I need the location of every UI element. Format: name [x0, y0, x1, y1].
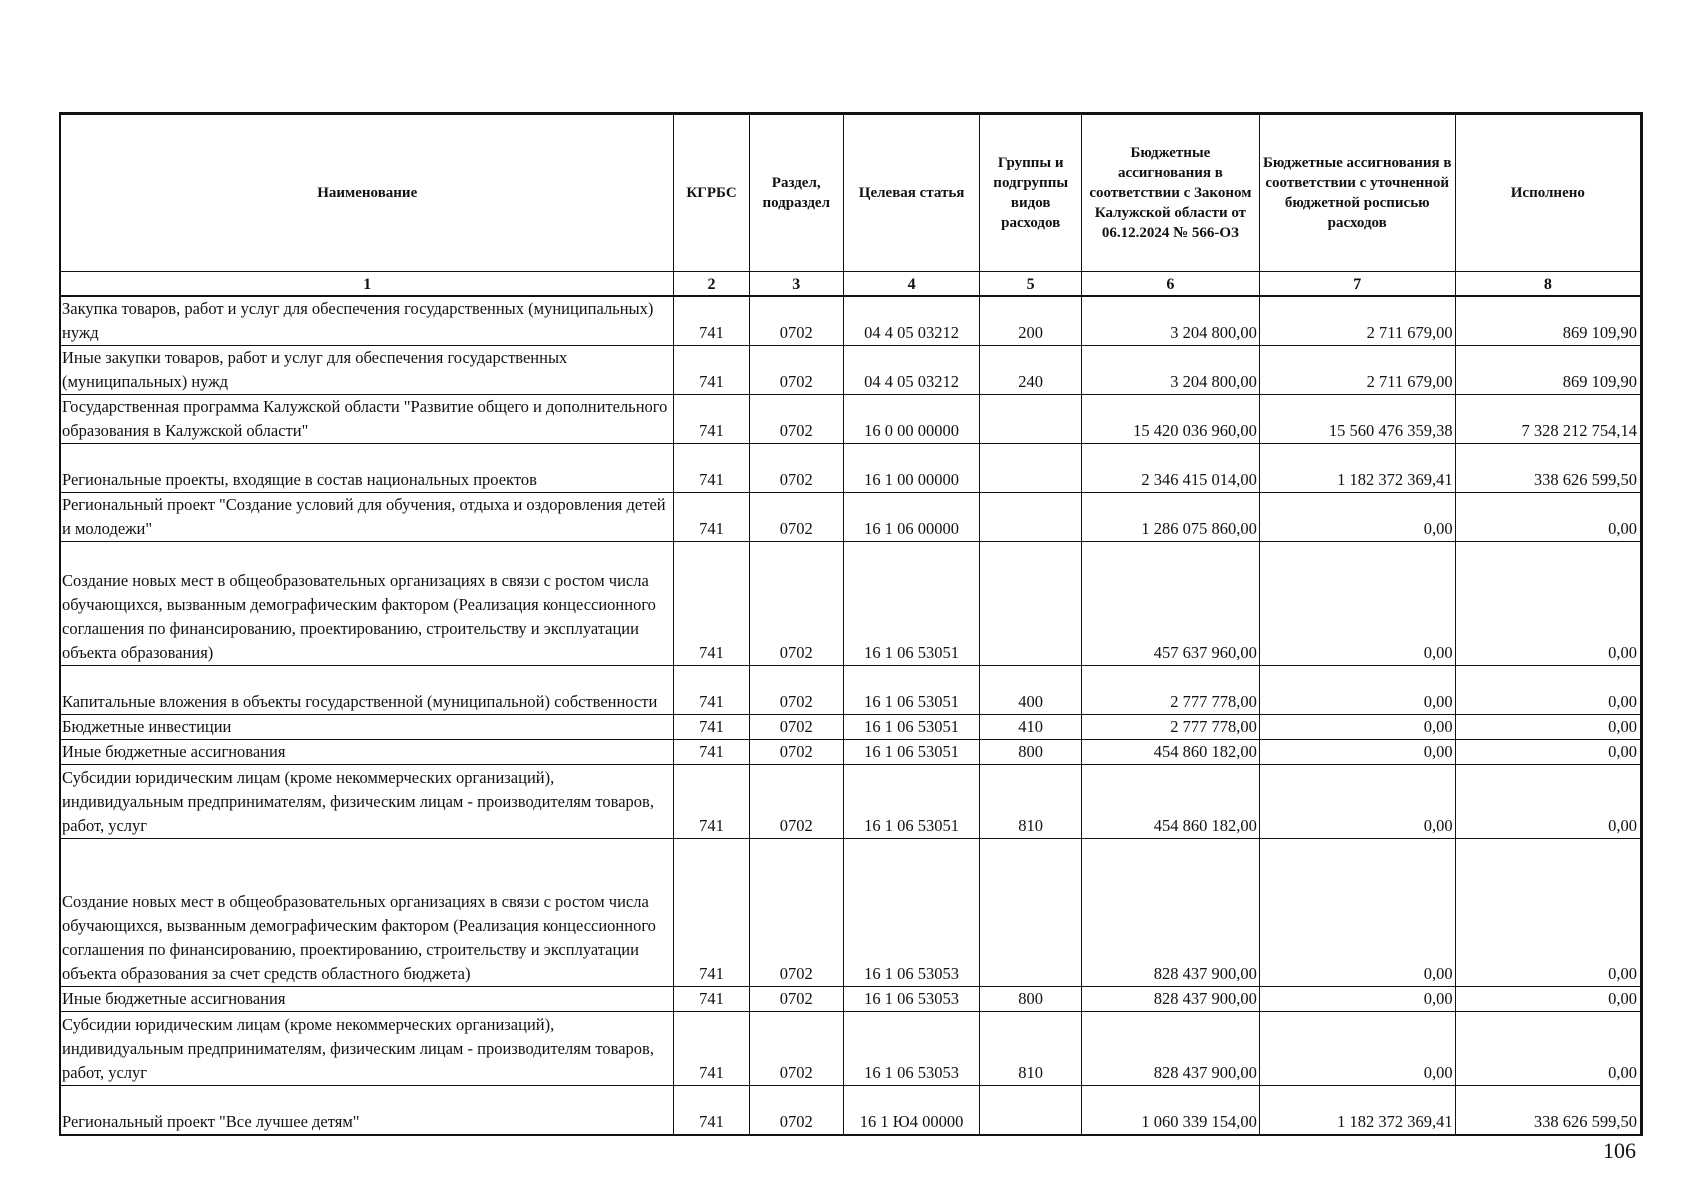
row-section: 0702 — [749, 764, 843, 838]
row-name: Бюджетные инвестиции — [60, 714, 674, 739]
budget-table — [59, 112, 1643, 1136]
row-group — [980, 492, 1082, 541]
row-target: 16 1 06 00000 — [843, 492, 980, 541]
row-refined-amount: 1 182 372 369,41 — [1259, 443, 1455, 492]
row-name: Субсидии юридическим лицам (кроме некоммерческих организаций), индивидуальным предпринимателям, физическим лицам - производителям товаров, работ, услуг — [60, 764, 674, 838]
row-law-amount: 1 286 075 860,00 — [1081, 492, 1259, 541]
row-refined-amount: 2 711 679,00 — [1259, 345, 1455, 394]
row-group — [980, 394, 1082, 443]
row-section: 0702 — [749, 394, 843, 443]
row-target: 16 1 00 00000 — [843, 443, 980, 492]
table-row — [60, 838, 1642, 986]
row-kgrbs: 741 — [674, 1011, 749, 1085]
row-refined-amount: 0,00 — [1259, 714, 1455, 739]
header-groups: Группы и подгруппы видов расходов — [980, 114, 1082, 272]
row-executed-amount: 0,00 — [1455, 1011, 1641, 1085]
row-kgrbs: 741 — [674, 665, 749, 714]
row-executed-amount: 0,00 — [1455, 492, 1641, 541]
row-target: 16 1 06 53053 — [843, 1011, 980, 1085]
row-section: 0702 — [749, 296, 843, 346]
row-name: Иные бюджетные ассигнования — [60, 739, 674, 764]
row-law-amount: 828 437 900,00 — [1081, 1011, 1259, 1085]
table-row — [60, 541, 1642, 665]
header-law: Бюджетные ассигнования в соответствии с Законом Калужской области от 06.12.2024 № 566-ОЗ — [1081, 114, 1259, 272]
row-group: 240 — [980, 345, 1082, 394]
row-section: 0702 — [749, 665, 843, 714]
row-law-amount: 15 420 036 960,00 — [1081, 394, 1259, 443]
table-row — [60, 764, 1642, 838]
table-row — [60, 296, 1642, 346]
row-name: Государственная программа Калужской области "Развитие общего и дополнительного образования в Калужской области" — [60, 394, 674, 443]
page-number: 106 — [1603, 1138, 1636, 1163]
row-section: 0702 — [749, 739, 843, 764]
row-executed-amount: 0,00 — [1455, 714, 1641, 739]
row-section: 0702 — [749, 443, 843, 492]
row-kgrbs: 741 — [674, 345, 749, 394]
row-section: 0702 — [749, 492, 843, 541]
table-row — [60, 1011, 1642, 1085]
header-refined: Бюджетные ассигнования в соответствии с уточненной бюджетной росписью расходов — [1259, 114, 1455, 272]
row-name: Создание новых мест в общеобразовательных организациях в связи с ростом числа обучающихся, вызванным демографическим фактором (Реализация концессионного соглашения по финансированию, проектированию, строительству и эксплуатации объекта образования) — [60, 541, 674, 665]
row-section: 0702 — [749, 1011, 843, 1085]
table-row — [60, 665, 1642, 714]
row-executed-amount: 0,00 — [1455, 838, 1641, 986]
row-name: Закупка товаров, работ и услуг для обеспечения государственных (муниципальных) нужд — [60, 296, 674, 346]
table-row — [60, 394, 1642, 443]
row-law-amount: 3 204 800,00 — [1081, 296, 1259, 346]
row-name: Иные закупки товаров, работ и услуг для обеспечения государственных (муниципальных) нужд — [60, 345, 674, 394]
row-group: 810 — [980, 1011, 1082, 1085]
row-name: Субсидии юридическим лицам (кроме некоммерческих организаций), индивидуальным предпринимателям, физическим лицам - производителям товаров, работ, услуг — [60, 1011, 674, 1085]
table-row — [60, 492, 1642, 541]
row-executed-amount: 338 626 599,50 — [1455, 443, 1641, 492]
column-number: 3 — [749, 272, 843, 296]
header-kgrbs: КГРБС — [674, 114, 749, 272]
row-executed-amount: 0,00 — [1455, 739, 1641, 764]
row-law-amount: 454 860 182,00 — [1081, 739, 1259, 764]
column-number: 5 — [980, 272, 1082, 296]
header-section: Раздел, подраздел — [749, 114, 843, 272]
row-refined-amount: 0,00 — [1259, 764, 1455, 838]
row-executed-amount: 0,00 — [1455, 986, 1641, 1011]
row-kgrbs: 741 — [674, 1085, 749, 1135]
table-row — [60, 443, 1642, 492]
row-group: 800 — [980, 739, 1082, 764]
row-refined-amount: 0,00 — [1259, 665, 1455, 714]
row-law-amount: 3 204 800,00 — [1081, 345, 1259, 394]
row-kgrbs: 741 — [674, 838, 749, 986]
header-executed: Исполнено — [1455, 114, 1641, 272]
row-refined-amount: 0,00 — [1259, 1011, 1455, 1085]
row-group — [980, 443, 1082, 492]
row-kgrbs: 741 — [674, 443, 749, 492]
row-target: 16 0 00 00000 — [843, 394, 980, 443]
row-law-amount: 2 346 415 014,00 — [1081, 443, 1259, 492]
row-section: 0702 — [749, 1085, 843, 1135]
row-kgrbs: 741 — [674, 714, 749, 739]
table-row — [60, 345, 1642, 394]
row-law-amount: 1 060 339 154,00 — [1081, 1085, 1259, 1135]
row-name: Региональные проекты, входящие в состав национальных проектов — [60, 443, 674, 492]
table-row — [60, 1085, 1642, 1135]
row-law-amount: 457 637 960,00 — [1081, 541, 1259, 665]
row-refined-amount: 15 560 476 359,38 — [1259, 394, 1455, 443]
header-name: Наименование — [60, 114, 674, 272]
row-group: 200 — [980, 296, 1082, 346]
row-target: 16 1 06 53051 — [843, 764, 980, 838]
row-name: Региональный проект "Все лучшее детям" — [60, 1085, 674, 1135]
row-name: Региональный проект "Создание условий для обучения, отдыха и оздоровления детей и молодежи" — [60, 492, 674, 541]
column-number: 7 — [1259, 272, 1455, 296]
row-name: Капитальные вложения в объекты государственной (муниципальной) собственности — [60, 665, 674, 714]
column-number-row — [60, 272, 1642, 296]
row-target: 16 1 06 53053 — [843, 986, 980, 1011]
row-executed-amount: 0,00 — [1455, 541, 1641, 665]
row-group: 810 — [980, 764, 1082, 838]
row-section: 0702 — [749, 986, 843, 1011]
column-number: 1 — [60, 272, 674, 296]
row-kgrbs: 741 — [674, 296, 749, 346]
row-executed-amount: 869 109,90 — [1455, 296, 1641, 346]
row-group — [980, 541, 1082, 665]
header-target: Целевая статья — [843, 114, 980, 272]
row-section: 0702 — [749, 714, 843, 739]
row-target: 16 1 Ю4 00000 — [843, 1085, 980, 1135]
row-section: 0702 — [749, 345, 843, 394]
budget-sheet — [59, 112, 1643, 1136]
row-kgrbs: 741 — [674, 492, 749, 541]
row-kgrbs: 741 — [674, 986, 749, 1011]
row-law-amount: 828 437 900,00 — [1081, 986, 1259, 1011]
row-group: 800 — [980, 986, 1082, 1011]
row-executed-amount: 0,00 — [1455, 764, 1641, 838]
row-refined-amount: 1 182 372 369,41 — [1259, 1085, 1455, 1135]
column-number: 2 — [674, 272, 749, 296]
row-refined-amount: 0,00 — [1259, 492, 1455, 541]
row-refined-amount: 0,00 — [1259, 739, 1455, 764]
row-group — [980, 838, 1082, 986]
row-name: Иные бюджетные ассигнования — [60, 986, 674, 1011]
row-target: 16 1 06 53051 — [843, 714, 980, 739]
row-executed-amount: 0,00 — [1455, 665, 1641, 714]
row-kgrbs: 741 — [674, 394, 749, 443]
row-group: 410 — [980, 714, 1082, 739]
row-law-amount: 454 860 182,00 — [1081, 764, 1259, 838]
row-executed-amount: 869 109,90 — [1455, 345, 1641, 394]
row-refined-amount: 0,00 — [1259, 541, 1455, 665]
row-target: 16 1 06 53053 — [843, 838, 980, 986]
row-executed-amount: 338 626 599,50 — [1455, 1085, 1641, 1135]
table-row — [60, 714, 1642, 739]
row-executed-amount: 7 328 212 754,14 — [1455, 394, 1641, 443]
row-kgrbs: 741 — [674, 739, 749, 764]
row-target: 16 1 06 53051 — [843, 739, 980, 764]
row-target: 04 4 05 03212 — [843, 345, 980, 394]
row-refined-amount: 0,00 — [1259, 986, 1455, 1011]
row-law-amount: 2 777 778,00 — [1081, 665, 1259, 714]
row-law-amount: 2 777 778,00 — [1081, 714, 1259, 739]
row-law-amount: 828 437 900,00 — [1081, 838, 1259, 986]
row-target: 04 4 05 03212 — [843, 296, 980, 346]
row-name: Создание новых мест в общеобразовательных организациях в связи с ростом числа обучающихся, вызванным демографическим фактором (Реализация концессионного соглашения по финансированию, проектированию, строительству и эксплуатации объекта образования за счет средств областного бюджета) — [60, 838, 674, 986]
column-number: 4 — [843, 272, 980, 296]
row-target: 16 1 06 53051 — [843, 541, 980, 665]
row-section: 0702 — [749, 541, 843, 665]
row-group: 400 — [980, 665, 1082, 714]
row-refined-amount: 0,00 — [1259, 838, 1455, 986]
row-kgrbs: 741 — [674, 541, 749, 665]
row-group — [980, 1085, 1082, 1135]
table-row — [60, 986, 1642, 1011]
table-row — [60, 739, 1642, 764]
row-section: 0702 — [749, 838, 843, 986]
row-kgrbs: 741 — [674, 764, 749, 838]
row-refined-amount: 2 711 679,00 — [1259, 296, 1455, 346]
header-row — [60, 114, 1642, 272]
row-target: 16 1 06 53051 — [843, 665, 980, 714]
column-number: 8 — [1455, 272, 1641, 296]
column-number: 6 — [1081, 272, 1259, 296]
